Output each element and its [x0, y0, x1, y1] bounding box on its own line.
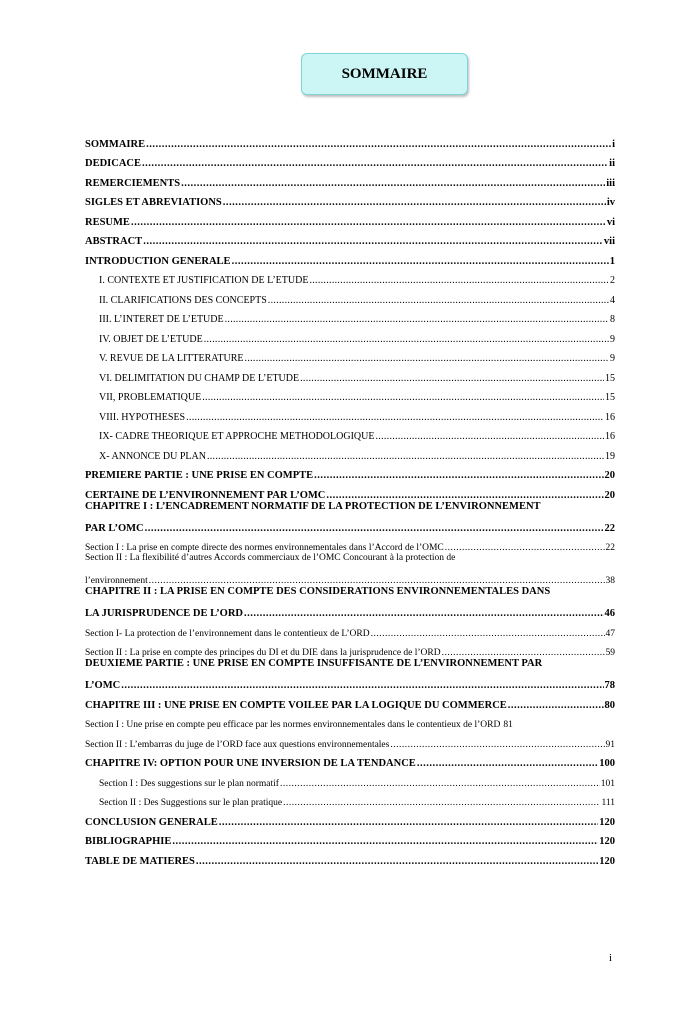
toc-entry-section[interactable] [85, 789, 615, 809]
toc-entry-resume[interactable] [85, 208, 615, 228]
toc-entry-page: i [612, 138, 615, 150]
toc-entry-title: IV. OBJET DE L’ETUDE [99, 333, 203, 345]
dot-leader [268, 295, 609, 306]
toc-entry-page: 120 [599, 855, 615, 867]
dot-leader [149, 576, 605, 586]
toc-entry-table-matieres[interactable] [85, 847, 615, 867]
toc-entry-page: 16 [605, 431, 615, 442]
toc-entry-page: vii [603, 236, 615, 247]
dot-leader [445, 543, 605, 553]
toc-entry-title: Section II : La prise en compte des principes du DI et du DIE dans la jurisprudence de l’ORD [85, 648, 441, 658]
toc-entry-title-line1: DEUXIEME PARTIE : UNE PRISE EN COMPTE INSUFFISANTE DE L’ENVIRONNEMENT PAR [85, 658, 543, 669]
toc-entry-sommaire[interactable] [85, 130, 615, 150]
toc-entry-title: ABSTRACT [85, 236, 143, 247]
toc-entry-title: INTRODUCTION GENERALE [85, 255, 231, 267]
toc-entry-sigles[interactable] [85, 189, 615, 209]
toc-entry-title-line2: l’environnement [85, 576, 148, 586]
toc-entry-chapitre-4[interactable] [85, 750, 615, 770]
dot-leader [244, 608, 603, 619]
toc-entry-page: 46 [604, 608, 615, 619]
dot-leader [146, 139, 611, 150]
dot-leader [375, 431, 604, 442]
dot-leader [131, 217, 606, 228]
toc-entry-title: IX- CADRE THEORIQUE ET APPROCHE METHODOLOGIQUE [99, 431, 375, 442]
toc-entry-page: 111 [601, 798, 615, 808]
toc-entry-title: Section I- La protection de l’environnement dans le contentieux de L’ORD [85, 628, 370, 639]
dot-leader [300, 373, 604, 384]
toc-entry-page: 15 [605, 372, 615, 384]
toc-entry-page: 2 [610, 275, 615, 286]
toc-entry-title: Section II : Des Suggestions sur le plan pratique [99, 798, 283, 808]
toc-entry-title-line2: PAR L’OMC [85, 522, 144, 534]
toc-entry-chapitre-1[interactable] [85, 501, 615, 534]
toc-entry-page: iv [606, 197, 615, 208]
dot-leader [442, 648, 605, 658]
toc-entry-partie1-a[interactable] [85, 462, 615, 482]
dot-leader [181, 178, 605, 189]
toc-entry-title: Section II : L’embarras du juge de l’ORD face aux questions environnementales [85, 739, 390, 750]
toc-entry-page: 91 [605, 739, 615, 750]
toc-entry-page: 9 [610, 333, 615, 345]
toc-entry-abstract[interactable] [85, 228, 615, 248]
toc-subentry[interactable] [85, 442, 615, 462]
dot-leader [390, 740, 604, 750]
toc-entry-conclusion[interactable] [85, 808, 615, 828]
toc-entry-title: CERTAINE DE L’ENVIRONNEMENT PAR L’OMC [85, 489, 326, 501]
toc-entry-page: 38 [605, 576, 615, 586]
dot-leader [283, 798, 600, 808]
toc-entry-title: TABLE DE MATIERES [85, 855, 195, 867]
dot-leader [186, 412, 604, 423]
toc-entry-title-line2: LA JURISPRUDENCE DE L’ORD [85, 608, 244, 619]
toc-entry-page: 16 [605, 411, 615, 423]
dot-leader [309, 275, 609, 286]
toc-entry-remerciements[interactable] [85, 169, 615, 189]
toc-entry-page: vi [606, 216, 615, 228]
toc-entry-title: CHAPITRE IV: OPTION POUR UNE INVERSION DE LA TENDANCE [85, 758, 416, 769]
toc-entry-section[interactable] [85, 619, 615, 639]
toc-entry-title-line1: CHAPITRE II : LA PRISE EN COMPTE DES CONSIDERATIONS ENVIRONNEMENTALES DANS [85, 586, 551, 597]
toc-entry-title: REMERCIEMENTS [85, 177, 181, 189]
toc-entry-page: 59 [605, 648, 615, 658]
dot-leader [223, 197, 606, 208]
toc-entry-page: ii [609, 158, 615, 169]
toc-entry-section[interactable] [85, 639, 615, 659]
table-of-contents [85, 130, 615, 867]
toc-entry-title: CONCLUSION GENERALE [85, 816, 218, 828]
toc-entry-section[interactable] [85, 534, 615, 554]
toc-entry-bibliographie[interactable] [85, 828, 615, 848]
dot-leader [207, 451, 604, 462]
dot-leader [219, 817, 599, 828]
dot-leader [417, 758, 598, 769]
toc-entry-title: Section I : La prise en compte directe des normes environnementales dans l’Accord de l’OMC [85, 543, 444, 553]
toc-subentry[interactable] [85, 325, 615, 345]
page-number: i [609, 952, 613, 964]
toc-entry-section[interactable] [85, 769, 615, 789]
dot-leader [371, 629, 605, 639]
toc-entry-title: DEDICACE [85, 158, 142, 169]
dot-leader [314, 470, 603, 481]
toc-entry-page: 20 [604, 470, 615, 481]
toc-entry-partie1-b[interactable] [85, 481, 615, 501]
toc-entry-chapitre-3[interactable] [85, 691, 615, 711]
dot-leader [245, 353, 609, 364]
toc-entry-title-line1: CHAPITRE I : L’ENCADREMENT NORMATIF DE LA PROTECTION DE L’ENVIRONNEMENT [85, 500, 541, 512]
toc-entry-title-line2: L’OMC [85, 680, 121, 691]
toc-subentry[interactable] [85, 384, 615, 404]
toc-subentry[interactable] [85, 345, 615, 365]
toc-entry-title: I. CONTEXTE ET JUSTIFICATION DE L’ETUDE [99, 275, 309, 286]
toc-entry-title: V. REVUE DE LA LITTERATURE [99, 353, 244, 364]
toc-entry-title: X- ANNONCE DU PLAN [99, 450, 206, 462]
dot-leader [172, 836, 598, 847]
toc-entry-title: SOMMAIRE [85, 138, 146, 150]
toc-entry-title-line1: Section II : La flexibilité d’autres Accords commerciaux de l’OMC Concourant à la protection de [85, 553, 456, 563]
toc-entry-title: Section I : Une prise en compte peu efficace par les normes environnementales dans le contentieux de l’ORD [85, 720, 501, 730]
toc-entry-dedicace[interactable] [85, 150, 615, 170]
toc-entry-section[interactable] [85, 711, 615, 731]
dot-leader [326, 490, 603, 501]
toc-subentry[interactable] [85, 403, 615, 423]
toc-entry-title: VII, PROBLEMATIQUE [99, 392, 202, 403]
toc-entry-page: 4 [610, 294, 615, 306]
toc-subentry[interactable] [85, 423, 615, 443]
toc-entry-page: 101 [600, 778, 615, 789]
toc-entry-page: 80 [604, 699, 615, 711]
toc-entry-partie-2[interactable] [85, 658, 615, 691]
dot-leader [280, 779, 600, 789]
toc-entry-page: 22 [605, 543, 615, 553]
toc-subentry[interactable] [85, 306, 615, 326]
toc-entry-title: CHAPITRE III : UNE PRISE EN COMPTE VOILEE PAR LA LOGIQUE DU COMMERCE [85, 699, 507, 711]
dot-leader [202, 392, 604, 403]
toc-subentry[interactable] [85, 286, 615, 306]
dot-leader [196, 856, 598, 867]
toc-entry-chapitre-2[interactable] [85, 586, 615, 619]
dot-leader [121, 680, 603, 691]
toc-entry-title: VIII. HYPOTHESES [99, 411, 186, 423]
dot-leader [204, 334, 609, 345]
toc-entry-page: 120 [599, 816, 615, 828]
toc-entry-page: iii [606, 177, 615, 189]
dot-leader [143, 236, 603, 247]
toc-entry-page: 8 [610, 314, 615, 325]
toc-entry-title: BIBLIOGRAPHIE [85, 836, 172, 847]
toc-entry-intro[interactable] [85, 247, 615, 267]
toc-entry-page: 100 [599, 758, 615, 769]
dot-leader [232, 256, 609, 267]
toc-entry-title: PREMIERE PARTIE : UNE PRISE EN COMPTE [85, 470, 314, 481]
toc-entry-page: 120 [599, 836, 615, 847]
toc-entry-section[interactable] [85, 730, 615, 750]
toc-entry-page: 19 [605, 450, 615, 462]
toc-entry-page: 78 [604, 680, 615, 691]
toc-entry-title: VI. DELIMITATION DU CHAMP DE L’ETUDE [99, 372, 300, 384]
toc-subentry[interactable] [85, 364, 615, 384]
dot-leader [225, 314, 609, 325]
dot-leader [508, 700, 604, 711]
toc-entry-page: 9 [610, 353, 615, 364]
toc-entry-page: 81 [503, 720, 513, 730]
toc-entry-page: 20 [604, 489, 615, 501]
toc-entry-page: 1 [609, 255, 615, 267]
toc-entry-title: III. L’INTERET DE L’ETUDE [99, 314, 224, 325]
toc-subentry[interactable] [85, 267, 615, 287]
toc-entry-section[interactable] [85, 553, 615, 586]
toc-entry-title: II. CLARIFICATIONS DES CONCEPTS [99, 294, 267, 306]
page-title: SOMMAIRE [301, 53, 468, 95]
toc-entry-title: RESUME [85, 216, 130, 228]
toc-entry-page: 47 [605, 628, 615, 639]
toc-entry-page: 15 [605, 392, 615, 403]
toc-entry-title: Section I : Des suggestions sur le plan normatif [99, 778, 279, 789]
toc-entry-page: 22 [604, 522, 615, 534]
toc-entry-title: SIGLES ET ABREVIATIONS [85, 197, 222, 208]
dot-leader [145, 523, 604, 534]
dot-leader [142, 158, 608, 169]
